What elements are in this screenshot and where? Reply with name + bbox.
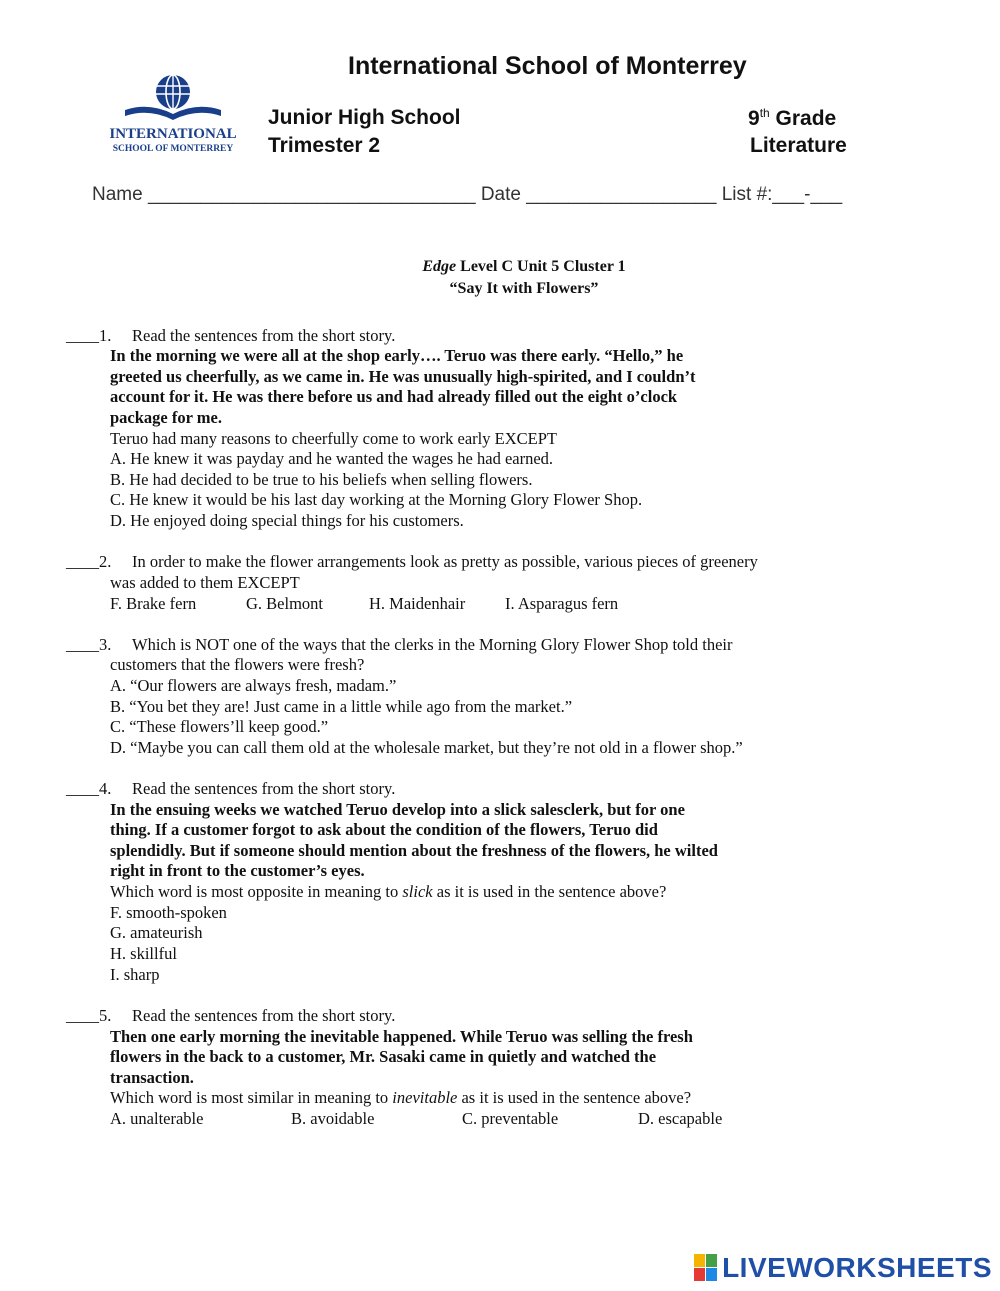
passage-line: thing. If a customer forgot to ask about the condition of the flowers, Teruo did (110, 820, 658, 839)
answer-option: H. Maidenhair (369, 594, 466, 613)
question-lead: In order to make the flower arrangements look as pretty as possible, various pieces of greenery (132, 552, 758, 571)
passage-line: In the morning we were all at the shop early…. Teruo was there early. “Hello,” he (110, 346, 684, 365)
answer-option: F. Brake fern (110, 594, 197, 613)
answer-option: A. He knew it was payday and he wanted the wages he had earned. (110, 449, 554, 468)
passage-line: package for me. (110, 408, 222, 427)
passage-line: flowers in the back to a customer, Mr. Sasaki came in quietly and watched the (110, 1047, 657, 1066)
question-lead: Read the sentences from the short story. (132, 326, 396, 345)
school-logo (105, 72, 241, 156)
answer-blank[interactable]: ____3. (66, 635, 112, 654)
answer-option: B. avoidable (291, 1109, 375, 1128)
answer-option: I. Asparagus fern (505, 594, 619, 613)
unit-title: Edge Level C Unit 5 Cluster 1 (422, 258, 626, 275)
answer-option: F. smooth-spoken (110, 903, 227, 922)
answer-blank[interactable]: ____2. (66, 552, 112, 571)
logo-line1: INTERNATIONAL (109, 126, 237, 142)
answer-blank[interactable]: ____4. (66, 779, 112, 798)
passage-line: In the ensuing weeks we watched Teruo develop into a slick salesclerk, but for one (110, 800, 685, 819)
question-stem: Which word is most similar in meaning to inevitable as it is used in the sentence above? (110, 1088, 692, 1107)
grade: 9th Grade (748, 106, 837, 130)
answer-option: C. He knew it would be his last day working at the Morning Glory Flower Shop. (110, 490, 643, 509)
school-title: International School of Monterrey (348, 52, 747, 80)
answer-option: B. “You bet they are! Just came in a little while ago from the market.” (110, 697, 573, 716)
question-lead: Read the sentences from the short story. (132, 1006, 396, 1025)
passage-line: Then one early morning the inevitable happened. While Teruo was selling the fresh (110, 1027, 693, 1046)
logo-line2: SCHOOL OF MONTERREY (112, 144, 234, 154)
answer-option: D. escapable (638, 1109, 723, 1128)
passage-line: account for it. He was there before us and had already filled out the eight o’clock (110, 387, 678, 406)
answer-option: G. Belmont (246, 594, 323, 613)
answer-option: D. “Maybe you can call them old at the wholesale market, but they’re not old in a flower shop.” (110, 738, 743, 757)
passage-line: right in front to the customer’s eyes. (110, 861, 365, 880)
passage-line: greeted us cheerfully, as we came in. He was unusually high-spirited, and I couldn’t (110, 367, 696, 386)
answer-blank[interactable]: ____1. (66, 326, 112, 345)
answer-option: I. sharp (110, 965, 160, 984)
question-lead: Which is NOT one of the ways that the clerks in the Morning Glory Flower Shop told their (132, 635, 733, 654)
question-lead: customers that the flowers were fresh? (110, 655, 365, 674)
liveworksheets-badge-icon (694, 1254, 718, 1282)
liveworksheets-logo (694, 1253, 992, 1283)
date-label: Date (480, 184, 521, 205)
liveworksheets-wordmark: LIVEWORKSHEETS (722, 1252, 992, 1283)
list-number-field[interactable]: List #:___-___ (721, 184, 843, 205)
passage-line: splendidly. But if someone should mention about the freshness of the flowers, he wilted (110, 841, 718, 860)
answer-option: H. skillful (110, 944, 177, 963)
answer-option: D. He enjoyed doing special things for his customers. (110, 511, 464, 530)
answer-option: A. “Our flowers are always fresh, madam.” (110, 676, 397, 695)
answer-option: G. amateurish (110, 923, 203, 942)
passage-line: transaction. (110, 1068, 194, 1087)
story-title: “Say It with Flowers” (449, 280, 599, 297)
question-stem: Which word is most opposite in meaning to slick as it is used in the sentence above? (110, 882, 667, 901)
question-lead: was added to them EXCEPT (110, 573, 300, 592)
subject: Literature (750, 134, 847, 157)
name-label: Name (92, 184, 143, 205)
globe-book-icon (105, 72, 241, 122)
answer-option: A. unalterable (110, 1109, 204, 1128)
date-field[interactable]: __________________ (520, 184, 722, 205)
term: Trimester 2 (268, 134, 381, 157)
answer-option: C. preventable (462, 1109, 559, 1128)
division: Junior High School (268, 106, 461, 129)
question-stem: Teruo had many reasons to cheerfully come to work early EXCEPT (110, 429, 557, 448)
answer-option: C. “These flowers’ll keep good.” (110, 717, 329, 736)
name-field[interactable]: _______________________________ (142, 184, 481, 205)
question-lead: Read the sentences from the short story. (132, 779, 396, 798)
student-info-row (92, 184, 842, 206)
answer-option: B. He had decided to be true to his beliefs when selling flowers. (110, 470, 533, 489)
answer-blank[interactable]: ____5. (66, 1006, 112, 1025)
